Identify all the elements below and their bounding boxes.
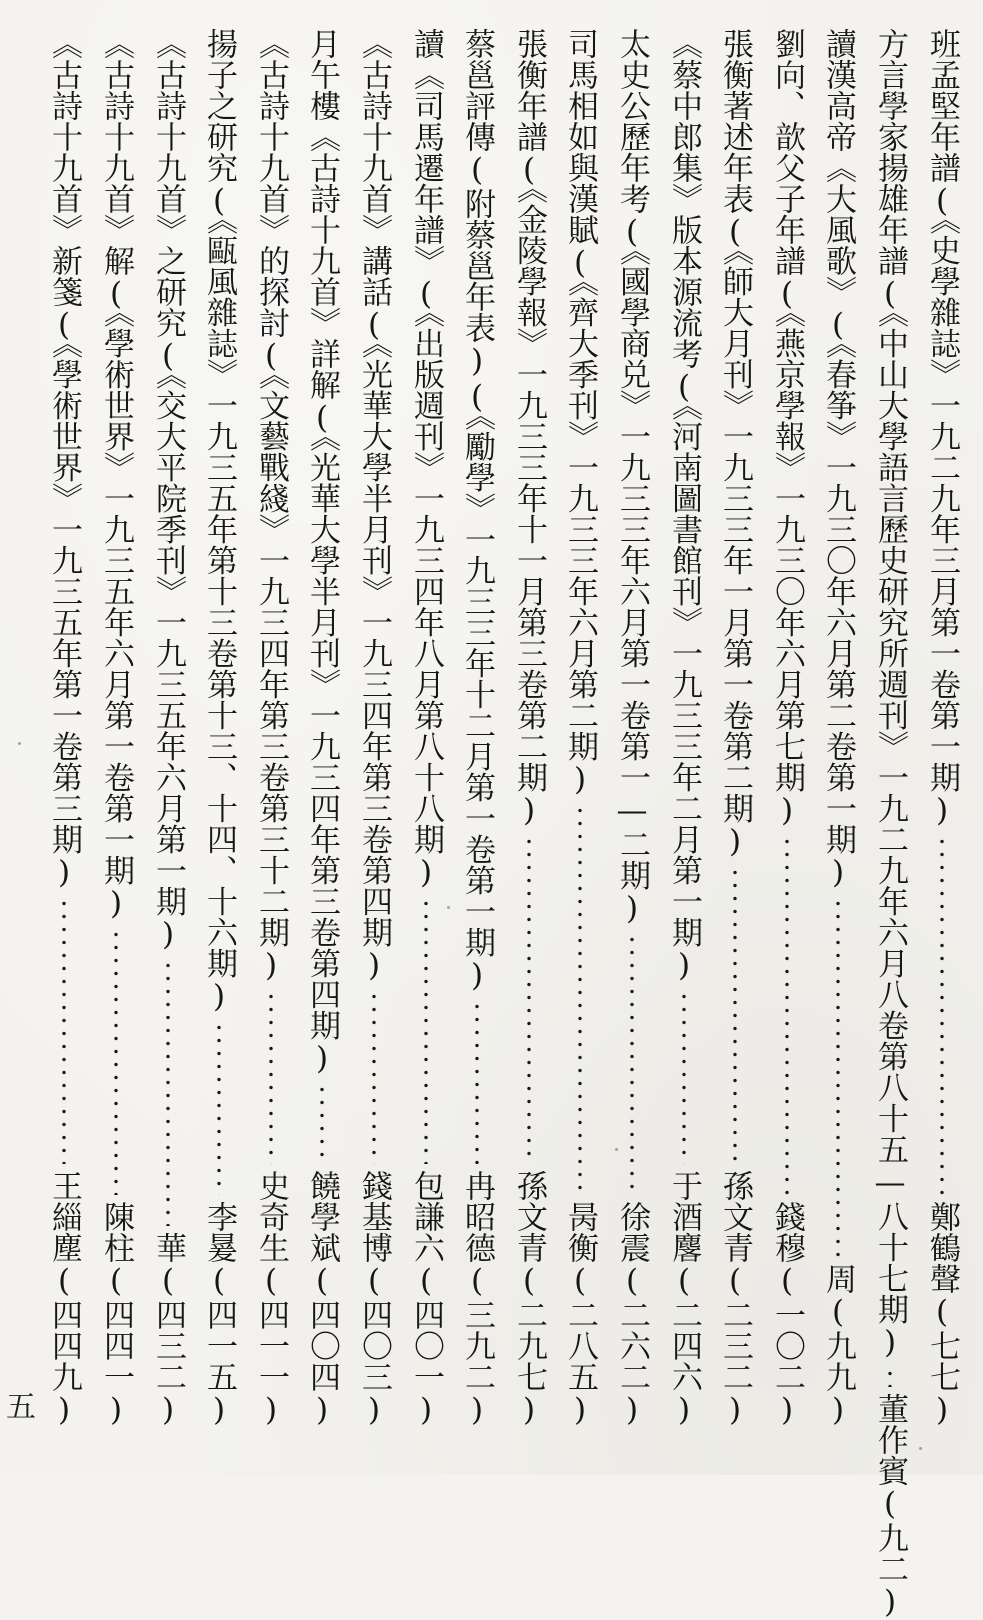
toc-entry: [145, 28, 191, 1428]
paper-speck: [18, 742, 21, 745]
toc-entry: [609, 28, 655, 1428]
entry-title: 班孟堅年譜(《史學雜誌》一九二九年三月第一卷第一期): [924, 28, 960, 829]
entry-author-page: 孫文青(二三二): [717, 1170, 753, 1428]
entry-author-page: 徐震(二六二): [614, 1201, 650, 1428]
entry-title: 蔡邕評傳(附蔡邕年表)(《勵學》一九三三年十二月第一卷第一期): [459, 28, 495, 994]
entry-title: 張衡著述年表(《師大月刊》一九三三年一月第一卷第二期): [717, 28, 753, 860]
dot-leader: [682, 990, 686, 1165]
entry-title: 司馬相如與漢賦(《齊大季刊》一九三三年六月第二期): [562, 28, 598, 798]
toc-entry: [815, 28, 861, 1428]
dot-leader: [888, 1367, 892, 1387]
dot-leader: [733, 866, 737, 1165]
toc-entry: [557, 28, 603, 1428]
toc-entry: [712, 28, 758, 1428]
entry-author-page: 冉昭德(三九二): [459, 1170, 495, 1428]
entry-author-page: 鄭鶴聲(七七): [924, 1201, 960, 1428]
page-number: 五: [6, 1390, 36, 1425]
entry-title: 讀漢高帝《大風歌》(《春筝》一九三〇年六月第二卷第一期): [820, 28, 856, 891]
dot-leader: [630, 933, 634, 1196]
dot-leader: [578, 804, 582, 1196]
entry-author-page: 昺衡(二八五): [562, 1201, 598, 1428]
dot-leader: [475, 1000, 479, 1165]
toc-entry: [506, 28, 552, 1428]
dot-leader: [62, 897, 66, 1165]
entry-author-page: 錢穆(一〇二): [769, 1201, 805, 1428]
dot-leader: [114, 928, 118, 1196]
paper-speck: [919, 1447, 922, 1450]
dot-leader: [836, 897, 840, 1258]
toc-entry: [403, 28, 449, 1428]
dot-leader: [785, 835, 789, 1196]
paper-speck: [615, 1148, 618, 1151]
entry-title: 讀《司馬遷年譜》(《出版週刊》一九三四年八月第八十八期): [408, 28, 444, 891]
dot-leader: [217, 1021, 221, 1196]
dot-leader: [166, 959, 170, 1227]
entry-title: 《古詩十九首》的探討(《文藝戰綫》一九三四年第三卷第三十二期): [253, 28, 289, 984]
entry-author-page: 李㬊(四一五): [201, 1201, 237, 1428]
entry-author-page: 華(四三二): [150, 1232, 186, 1428]
toc-entry: [351, 28, 397, 1428]
entry-title: 《古詩十九首》講話(《光華大學半月刊》一九三四年第三卷第四期): [356, 28, 392, 984]
entry-author-page: 包謙六(四〇一): [408, 1170, 444, 1428]
entry-author-page: 陳柱(四四一): [98, 1201, 134, 1428]
entry-title: 《蔡中郎集》版本源流考(《河南圖書館刊》一九三三年二月第一期): [666, 28, 702, 984]
paper-speck: [447, 906, 450, 909]
toc-entry: [196, 28, 242, 1428]
entry-author-page: 周(九九): [820, 1263, 856, 1428]
entry-title: 月午樓《古詩十九首》詳解(《光華大學半月刊》一九三四年第三卷第四期): [304, 28, 340, 1077]
toc-entry: [93, 28, 139, 1428]
dot-leader: [269, 990, 273, 1165]
entry-title: 《古詩十九首》新箋(《學術世界》一九三五年第一卷第三期): [46, 28, 82, 891]
entry-title: 《古詩十九首》之研究(《交大平院季刊》一九三五年六月第一期): [150, 28, 186, 953]
entry-author-page: 孫文青(二九七): [511, 1170, 547, 1428]
toc-entry: [867, 28, 913, 1620]
toc-entry: [661, 28, 707, 1428]
dot-leader: [940, 835, 944, 1196]
entry-title: 方言學家揚雄年譜(《中山大學語言歷史研究所週刊》一九二九年六月八卷第八十五—八十七期): [872, 28, 908, 1361]
toc-entry: [41, 28, 87, 1428]
entry-title: 劉向、歆父子年譜(《燕京學報》一九三〇年六月第七期): [769, 28, 805, 829]
toc-entry: [919, 28, 965, 1428]
toc-entry: [299, 28, 345, 1428]
entry-author-page: 董作賓(九二): [872, 1392, 908, 1620]
dot-leader: [372, 990, 376, 1165]
entry-author-page: 于酒麐(二四六): [666, 1170, 702, 1428]
entry-author-page: 錢基博(四〇三): [356, 1170, 392, 1428]
dot-leader: [320, 1083, 324, 1165]
entry-title: 《古詩十九首》解(《學術世界》一九三五年六月第一卷第一期): [98, 28, 134, 922]
entry-author-page: 史奇生(四一一): [253, 1170, 289, 1428]
entry-title: 張衡年譜(《金陵學報》一九三三年十一月第三卷第二期): [511, 28, 547, 829]
entry-author-page: 饒學斌(四〇四): [304, 1170, 340, 1428]
entry-title: 太史公歷年考(《國學商兑》一九三三年六月第一卷第一—二期): [614, 28, 650, 927]
dot-leader: [424, 897, 428, 1165]
entry-author-page: 王緇塵(四四九): [46, 1170, 82, 1428]
toc-entry: [248, 28, 294, 1428]
toc-entry: [454, 28, 500, 1428]
toc-entry: [764, 28, 810, 1428]
entry-title: 揚子之研究(《甌風雜誌》一九三五年第十三卷第十三、十四、十六期): [201, 28, 237, 1015]
dot-leader: [527, 835, 531, 1165]
